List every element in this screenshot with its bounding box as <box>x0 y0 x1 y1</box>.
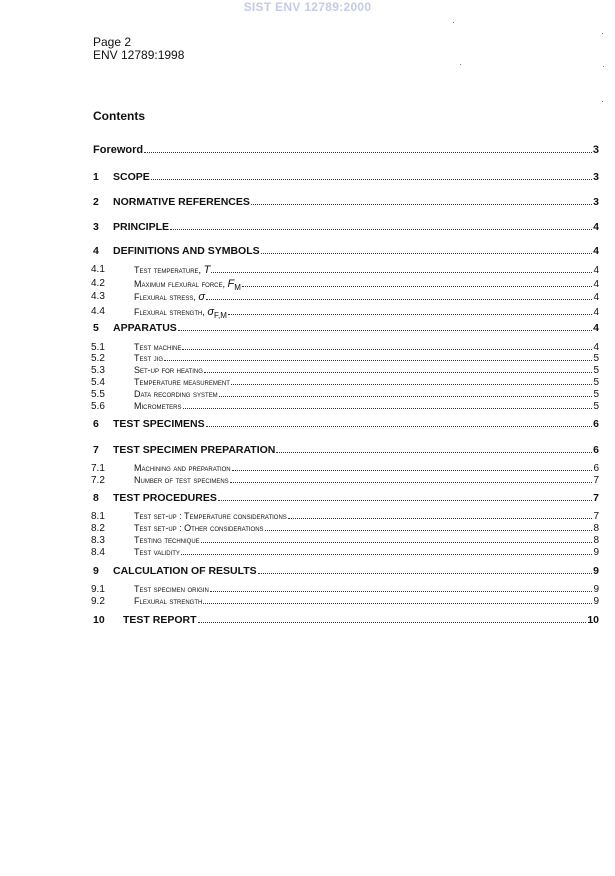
toc-entry-label <box>134 306 227 320</box>
toc-entry-page: 5 <box>593 353 599 364</box>
dot-leader <box>210 591 593 592</box>
dot-leader <box>206 426 593 427</box>
toc-entry-text: Testing technique <box>134 535 200 545</box>
toc-entry-text: PRINCIPLE <box>113 221 170 233</box>
toc-entry-page: 9 <box>593 584 599 595</box>
toc-entry-label <box>134 401 182 411</box>
toc-entry-number: 8 <box>93 492 99 504</box>
toc-entry-5-5[interactable] <box>91 389 599 400</box>
dot-leader <box>288 518 593 519</box>
toc-entry-number: 5.5 <box>91 389 105 400</box>
toc-entry-5-3[interactable] <box>91 365 599 376</box>
toc-entry-symbol: T <box>203 264 211 276</box>
toc-entry-5-4[interactable] <box>91 377 599 388</box>
toc-entry-number: 4.3 <box>91 291 105 302</box>
toc-foreword[interactable] <box>93 144 599 156</box>
toc-entry-text: SCOPE <box>113 171 150 183</box>
toc-entry-label <box>113 171 150 183</box>
toc-entry-text: TEST PROCEDURES <box>113 492 217 504</box>
toc-entry-text: Temperature measurement <box>134 377 230 387</box>
toc-entry-label <box>113 196 250 208</box>
dot-leader <box>203 603 592 604</box>
toc-entry-8-2[interactable] <box>91 523 599 534</box>
dot-leader <box>218 500 592 501</box>
dot-leader <box>178 330 592 331</box>
dot-leader <box>265 530 593 531</box>
dot-leader <box>228 314 593 315</box>
watermark: SIST ENV 12789:2000 <box>243 0 372 14</box>
toc-entry-label <box>113 565 257 577</box>
toc-entry-label <box>134 377 230 387</box>
toc-entry-7[interactable] <box>93 444 599 456</box>
toc-entry-text: Machining and preparation <box>134 463 231 473</box>
contents-title: Contents <box>93 109 145 123</box>
toc-entry-label <box>134 463 231 473</box>
toc-entry-label <box>134 278 241 292</box>
dot-leader <box>144 152 592 153</box>
toc-entry-label <box>134 584 209 594</box>
toc-entry-8[interactable] <box>93 492 599 504</box>
dot-leader <box>181 554 593 555</box>
toc-entry-text: Maximum flexural force, <box>134 279 228 289</box>
toc-entry-6[interactable] <box>93 418 599 430</box>
toc-entry-label <box>134 389 218 399</box>
scan-speck <box>602 33 603 34</box>
toc-entry-page: 4 <box>593 322 599 334</box>
toc-entry-1[interactable] <box>93 171 599 183</box>
dot-leader <box>206 299 592 300</box>
toc-entry-label <box>134 264 210 276</box>
toc-entry-page: 8 <box>593 523 599 534</box>
toc-entry-5-6[interactable] <box>91 401 599 412</box>
dot-leader <box>242 286 593 287</box>
document-id: ENV 12789:1998 <box>93 48 185 62</box>
toc-entry-page: 4 <box>593 265 599 276</box>
toc-entry-text: Number of test specimens <box>134 475 229 485</box>
toc-entry-number: 9.1 <box>91 584 105 595</box>
toc-entry-page: 9 <box>593 596 599 607</box>
toc-entry-page: 5 <box>593 389 599 400</box>
toc-entry-label <box>134 511 287 521</box>
dot-leader <box>211 272 592 273</box>
toc-entry-8-1[interactable] <box>91 511 599 522</box>
toc-entry-page: 9 <box>593 547 599 558</box>
toc-entry-number: 7.2 <box>91 475 105 486</box>
toc-entry-number: 6 <box>93 418 99 430</box>
toc-entry-label <box>113 444 275 456</box>
toc-entry-number: 8.2 <box>91 523 105 534</box>
scan-speck <box>603 66 604 67</box>
page-number: Page 2 <box>93 35 132 49</box>
dot-leader <box>276 452 592 453</box>
dot-leader <box>258 573 592 574</box>
toc-entry-label <box>113 492 217 504</box>
toc-entry-number: 9 <box>93 565 99 577</box>
toc-entry-label <box>113 322 177 334</box>
toc-entry-7-1[interactable] <box>91 463 599 474</box>
toc-entry-text: TEST REPORT <box>123 614 197 626</box>
dot-leader <box>219 396 593 397</box>
toc-entry-page: 4 <box>593 279 599 290</box>
toc-entry-text: CALCULATION OF RESULTS <box>113 565 257 577</box>
toc-entry-text: Micrometers <box>134 401 182 411</box>
dot-leader <box>251 204 592 205</box>
dot-leader <box>170 229 592 230</box>
toc-foreword-label: Foreword <box>93 144 144 156</box>
scan-speck <box>453 22 454 23</box>
toc-entry-page: 7 <box>593 492 599 504</box>
toc-entry-number: 1 <box>93 171 99 183</box>
toc-entry-label <box>113 221 169 233</box>
toc-entry-page: 4 <box>593 292 599 303</box>
toc-entry-page: 6 <box>593 444 599 456</box>
toc-entry-text: Test set-up : Other considerations <box>134 523 264 533</box>
toc-entry-4-2[interactable] <box>91 278 599 292</box>
toc-entry-page: 5 <box>593 377 599 388</box>
toc-entry-symbol: σ <box>207 306 214 318</box>
toc-entry-number: 4 <box>93 245 99 257</box>
dot-leader <box>164 360 592 361</box>
toc-entry-2[interactable] <box>93 196 599 208</box>
toc-entry-number: 4.1 <box>91 264 105 275</box>
toc-entry-text: TEST SPECIMEN PREPARATION <box>113 444 276 456</box>
dot-leader <box>261 253 593 254</box>
toc-entry-number: 5.2 <box>91 353 105 364</box>
toc-entry-text: Set-up for heating <box>134 365 203 375</box>
toc-entry-page: 9 <box>593 565 599 577</box>
dot-leader <box>230 482 593 483</box>
toc-entry-text: Test machine <box>134 342 182 352</box>
toc-entry-number: 4.4 <box>91 306 105 317</box>
toc-entry-label <box>134 535 200 545</box>
toc-entry-subscript: F,M <box>214 310 227 320</box>
toc-entry-page: 4 <box>593 221 599 233</box>
toc-entry-8-3[interactable] <box>91 535 599 546</box>
toc-entry-number: 4.2 <box>91 278 105 289</box>
toc-entry-label <box>123 614 197 626</box>
toc-entry-label <box>134 353 163 363</box>
toc-entry-page: 8 <box>593 535 599 546</box>
toc-entry-number: 8.1 <box>91 511 105 522</box>
toc-entry-page: 10 <box>587 614 599 626</box>
toc-foreword-page: 3 <box>592 144 599 156</box>
toc-entry-page: 3 <box>593 196 599 208</box>
toc-entry-label <box>134 547 180 557</box>
toc-entry-text: Test temperature, <box>134 265 204 275</box>
toc-entry-text: Test jig <box>134 353 164 363</box>
toc-entry-page: 3 <box>593 171 599 183</box>
toc-entry-label <box>134 475 229 485</box>
toc-entry-page: 6 <box>593 463 599 474</box>
toc-entry-text: TEST SPECIMENS <box>113 418 205 430</box>
toc-entry-text: Flexural strength <box>134 596 203 606</box>
toc-entry-page: 6 <box>593 418 599 430</box>
toc-entry-4[interactable] <box>93 245 599 257</box>
toc-entry-number: 5.4 <box>91 377 105 388</box>
toc-entry-page: 5 <box>593 401 599 412</box>
toc-entry-text: Flexural stress, <box>134 292 199 302</box>
toc-entry-label <box>134 596 202 606</box>
toc-entry-10[interactable] <box>93 614 599 626</box>
toc-entry-page: 5 <box>593 365 599 376</box>
toc-entry-label <box>134 291 205 303</box>
toc-entry-text: NORMATIVE REFERENCES <box>113 196 250 208</box>
toc-entry-4-1[interactable] <box>91 264 599 276</box>
toc-entry-number: 5 <box>93 322 99 334</box>
toc-entry-page: 4 <box>593 307 599 318</box>
toc-entry-3[interactable] <box>93 221 599 233</box>
toc-entry-number: 9.2 <box>91 596 105 607</box>
dot-leader <box>232 470 593 471</box>
toc-entry-7-2[interactable] <box>91 475 599 486</box>
scan-speck <box>602 101 603 102</box>
toc-entry-text: Data recording system <box>134 389 218 399</box>
toc-entry-label <box>134 523 264 533</box>
toc-entry-number: 5.6 <box>91 401 105 412</box>
toc-entry-text: Test validity <box>134 547 180 557</box>
dot-leader <box>183 408 593 409</box>
toc-entry-symbol: σ <box>198 291 205 303</box>
toc-entry-number: 3 <box>93 221 99 233</box>
toc-entry-8-4[interactable] <box>91 547 599 558</box>
toc-entry-number: 10 <box>93 614 105 626</box>
toc-entry-9[interactable] <box>93 565 599 577</box>
toc-entry-number: 7 <box>93 444 99 456</box>
toc-entry-5[interactable] <box>93 322 599 334</box>
toc-entry-page: 7 <box>593 511 599 522</box>
toc-entry-label <box>134 342 181 352</box>
dot-leader <box>182 349 592 350</box>
toc-entry-5-1[interactable] <box>91 342 599 353</box>
toc-entry-number: 7.1 <box>91 463 105 474</box>
toc-entry-number: 2 <box>93 196 99 208</box>
dot-leader <box>231 384 593 385</box>
toc-entry-text: APPARATUS <box>113 322 177 334</box>
toc-entry-subscript: M <box>234 282 241 292</box>
toc-entry-number: 8.3 <box>91 535 105 546</box>
toc-entry-label <box>113 418 205 430</box>
dot-leader <box>151 179 592 180</box>
toc-entry-label <box>113 245 260 257</box>
toc-entry-page: 7 <box>593 475 599 486</box>
toc-entry-number: 5.3 <box>91 365 105 376</box>
toc-entry-9-1[interactable] <box>91 584 599 595</box>
toc-entry-text: DEFINITIONS AND SYMBOLS <box>113 245 260 257</box>
toc-entry-number: 5.1 <box>91 342 105 353</box>
toc-entry-9-2[interactable] <box>91 596 599 607</box>
dot-leader <box>198 622 587 623</box>
toc-entry-label <box>134 365 203 375</box>
toc-entry-4-3[interactable] <box>91 291 599 303</box>
toc-entry-5-2[interactable] <box>91 353 599 364</box>
toc-entry-text: Test specimen origin <box>134 584 209 594</box>
scan-speck <box>460 64 461 65</box>
dot-leader <box>201 542 593 543</box>
toc-entry-text: Test set-up : Temperature considerations <box>134 511 287 521</box>
dot-leader <box>204 372 593 373</box>
toc-entry-page: 4 <box>593 245 599 257</box>
toc-entry-number: 8.4 <box>91 547 105 558</box>
toc-entry-text: Flexural strength, <box>134 307 208 317</box>
toc-entry-page: 4 <box>593 342 599 353</box>
toc-entry-4-4[interactable] <box>91 306 599 320</box>
toc-entry-symbol: F <box>227 278 235 290</box>
